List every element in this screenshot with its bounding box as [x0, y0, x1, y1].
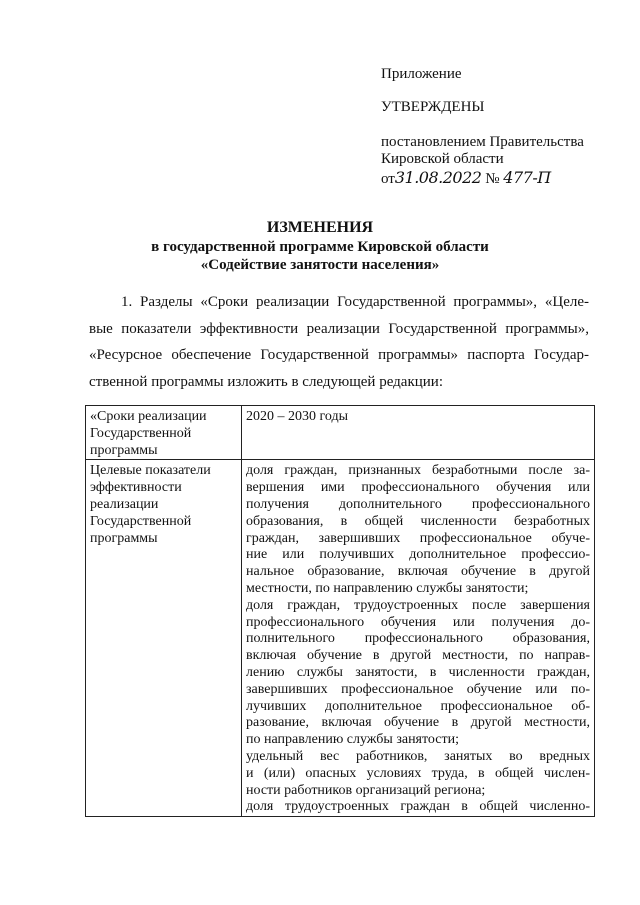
label-line: «Сроки реализации [90, 409, 207, 424]
value-line: вершения ими профессионального обучения или [246, 480, 590, 496]
value-line: удельный вес работников, занятых во вредных [246, 748, 590, 764]
value-line: граждан, завершивших профессиональное обуче- [246, 530, 590, 546]
label-line: Государственной [90, 513, 192, 529]
body-paragraph [89, 289, 589, 395]
value-line: разование, включая обучение в другой местности, [246, 715, 590, 731]
value-line: профессионального обучения или получения до- [246, 614, 590, 630]
paragraph-line-4: ственной программы изложить в следующей редакции: [89, 373, 443, 390]
value-line: получения дополнительного профессионального [246, 496, 590, 512]
document-subtitle-1: в государственной программе Кировской области [151, 239, 489, 255]
row-label-cell [86, 406, 242, 460]
value-line: ности работников организаций региона; [246, 782, 486, 798]
row-label-cell [86, 460, 242, 817]
table-row [86, 460, 595, 817]
table-row [86, 406, 595, 460]
date-prefix: от [381, 171, 395, 187]
value-line: по направлению службы занятости; [246, 732, 459, 748]
approved-label: УТВЕРЖДЕНЫ [381, 99, 485, 115]
value-line: нальное образование, включая обучение в другой [246, 564, 590, 580]
label-line: Целевые показатели [90, 463, 211, 479]
paragraph-line-2: вые показатели эффективности реализации Государственной программы», [89, 320, 589, 337]
label-line: реализации [90, 496, 159, 512]
row-value-cell [242, 460, 595, 817]
value-line: завершивших профессиональное обучение или по- [246, 681, 590, 697]
handwritten-number: 477-П [503, 168, 551, 187]
label-line: эффективности [90, 480, 182, 496]
value-line: лучивших дополнительное профессиональное об- [246, 698, 590, 714]
value-line: 2020 – 2030 годы [246, 409, 349, 424]
value-line: полнительного профессионального образования, [246, 631, 590, 647]
value-line: образования, в общей численности безработных [246, 513, 590, 529]
document-title: ИЗМЕНЕНИЯ [266, 219, 374, 236]
decree-line-2: Кировской области [381, 151, 504, 167]
document-subtitle-2: «Содействие занятости населения» [200, 257, 440, 273]
value-line: включая обучение в другой местности, по направ- [246, 648, 590, 664]
handwritten-date: 31.08.2022 [394, 168, 482, 187]
label-line: программы [90, 442, 158, 458]
paragraph-line-1: 1. Разделы «Сроки реализации Государственной программы», «Целе- [121, 294, 589, 310]
paragraph-line-3: «Ресурсное обеспечение Государственной программы» паспорта Государ- [89, 347, 589, 363]
value-line: доля трудоустроенных граждан в общей численно- [246, 799, 590, 815]
value-line: местности, по направлению службы занятости; [246, 580, 529, 596]
label-line: программы [90, 530, 158, 546]
label-line: Государственной [90, 425, 192, 441]
passport-table [85, 405, 595, 817]
number-sign: № [485, 171, 500, 187]
value-line: доля граждан, трудоустроенных после завершения [246, 597, 590, 613]
annex-label: Приложение [381, 66, 462, 82]
value-line: ние или получивших дополнительное профессио- [246, 547, 590, 563]
decree-date-line [381, 168, 551, 188]
value-line: лению службы занятости, в численности граждан, [246, 664, 590, 680]
value-line: и (или) опасных условиях труда, в общей числен- [246, 765, 590, 781]
value-line: доля граждан, признанных безработными после за- [246, 463, 590, 479]
decree-line-1: постановлением Правительства [381, 134, 584, 150]
row-value-cell [242, 406, 595, 460]
